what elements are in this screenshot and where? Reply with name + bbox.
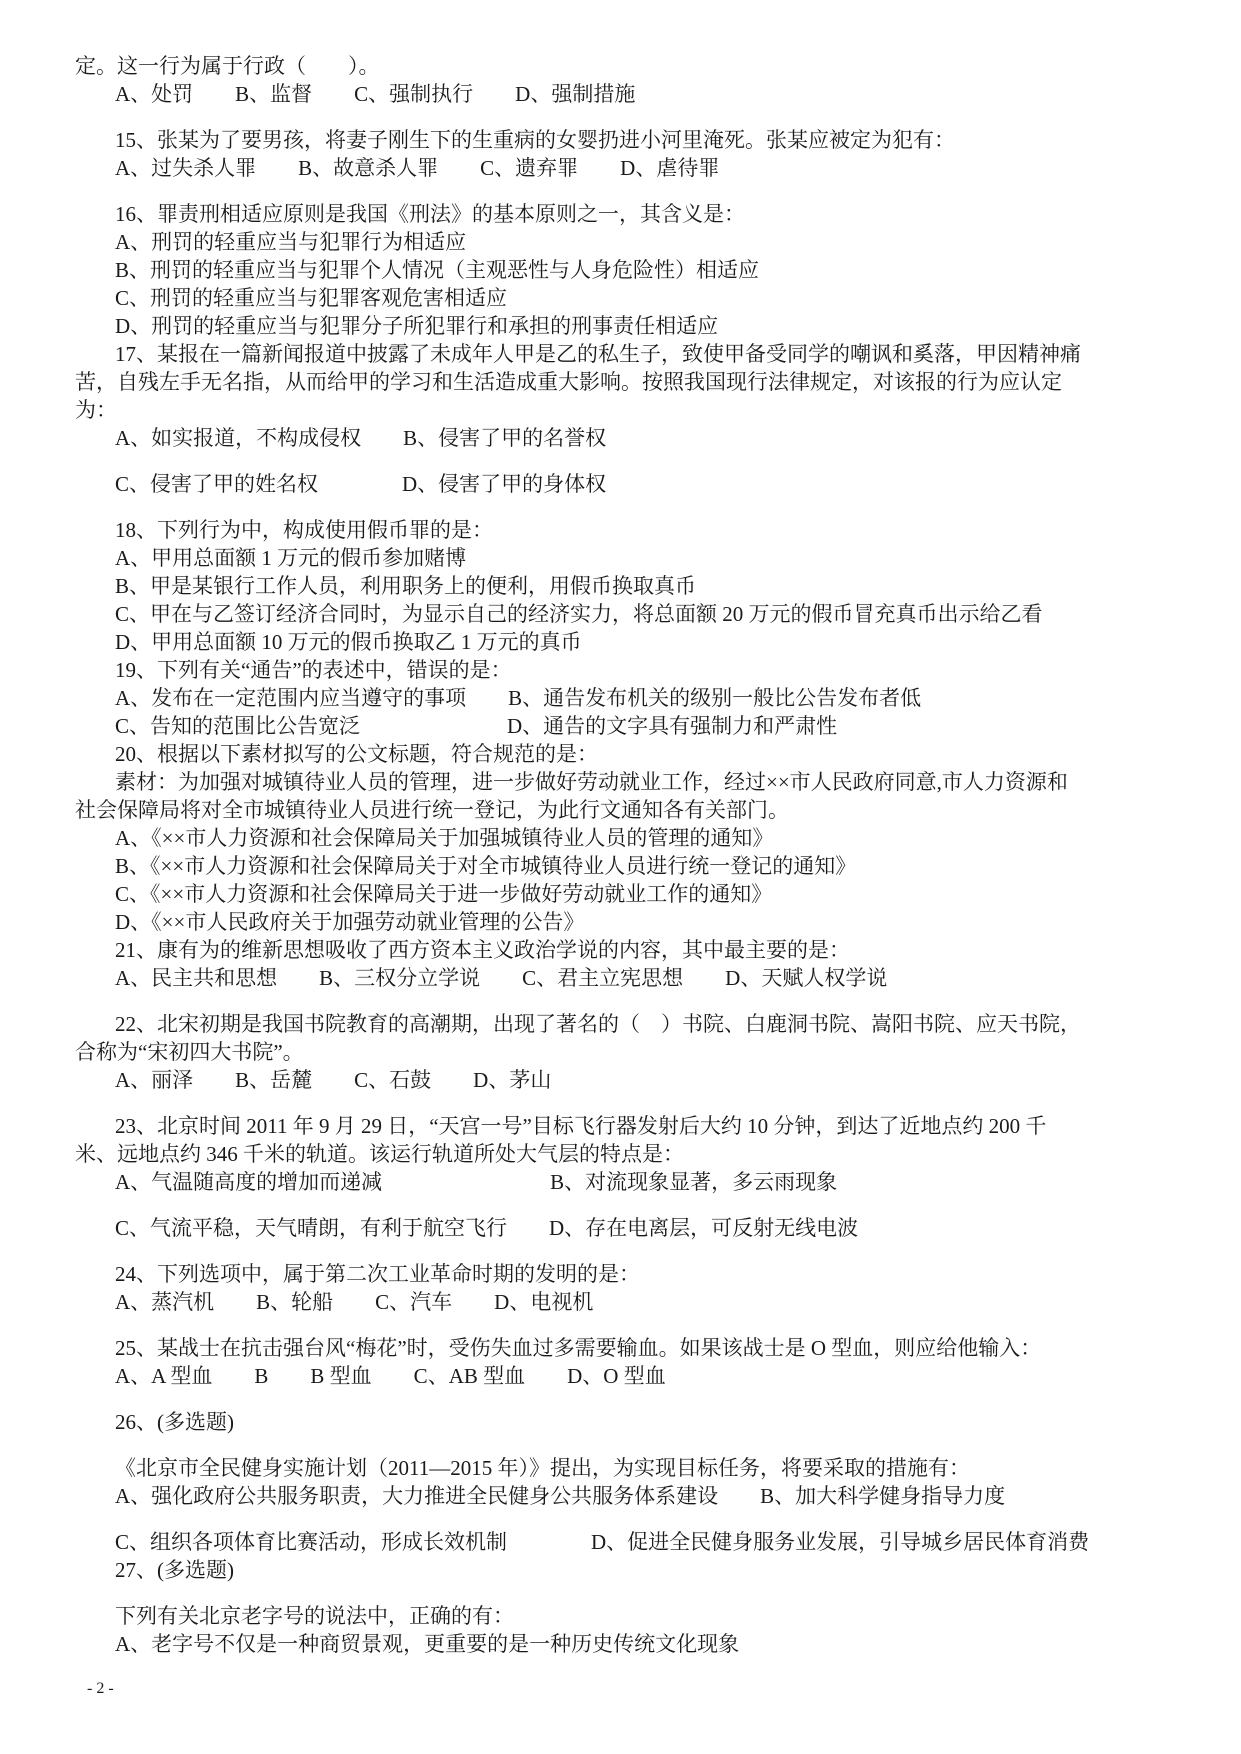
text-line: C、甲在与乙签订经济合同时，为显示自己的经济实力，将总面额 20 万元的假币冒充真币出示给乙看 [115, 602, 1043, 626]
blank-line [75, 1094, 1171, 1112]
text-line: 26、(多选题) [115, 1410, 234, 1434]
text-line: 18、下列行为中，构成使用假币罪的是： [115, 518, 493, 542]
text-line: A、处罚 B、监督 C、强制执行 D、强制措施 [115, 82, 636, 106]
text-line: C、《××市人力资源和社会保障局关于进一步做好劳动就业工作的通知》 [115, 882, 773, 906]
text-line: 定。这一行为属于行政（ ）。 [75, 54, 380, 78]
text-line: C、刑罚的轻重应当与犯罪客观危害相适应 [115, 286, 508, 310]
text-line: D、甲用总面额 10 万元的假币换取乙 1 万元的真币 [115, 630, 582, 654]
blank-line [75, 1436, 1171, 1454]
blank-line [75, 1196, 1171, 1214]
text-line: 27、(多选题) [115, 1558, 234, 1582]
text-line: A、蒸汽机 B、轮船 C、汽车 D、电视机 [115, 1290, 594, 1314]
text-line: 社会保障局将对全市城镇待业人员进行统一登记，为此行文通知各有关部门。 [75, 798, 789, 822]
text-line: C、气流平稳，天气晴朗，有利于航空飞行 D、存在电离层，可反射无线电波 [115, 1216, 859, 1240]
text-line: B、《××市人力资源和社会保障局关于对全市城镇待业人员进行统一登记的通知》 [115, 854, 857, 878]
text-line: 20、根据以下素材拟写的公文标题，符合规范的是： [115, 742, 598, 766]
blank-line [75, 1510, 1171, 1528]
text-line: 25、某战士在抗击强台风“梅花”时，受伤失血过多需要输血。如果该战士是 O 型血，则应给他输入： [115, 1336, 1042, 1360]
text-line: 16、罪责刑相适应原则是我国《刑法》的基本原则之一，其含义是： [115, 202, 745, 226]
blank-line [75, 182, 1171, 200]
text-line: C、组织各项体育比赛活动，形成长效机制 D、促进全民健身服务业发展，引导城乡居民体育消费 [115, 1530, 1090, 1554]
blank-line [75, 1316, 1171, 1334]
text-line: A、刑罚的轻重应当与犯罪行为相适应 [115, 230, 467, 254]
text-line: 素材：为加强对城镇待业人员的管理，进一步做好劳动就业工作，经过××市人民政府同意,市人力资源和 [115, 770, 1068, 794]
document-lines [75, 52, 1171, 1658]
text-line: A、发布在一定范围内应当遵守的事项 B、通告发布机关的级别一般比公告发布者低 [115, 686, 922, 710]
blank-line [75, 1390, 1171, 1408]
text-line: A、如实报道，不构成侵权 B、侵害了甲的名誉权 [115, 426, 607, 450]
text-line: A、强化政府公共服务职责，大力推进全民健身公共服务体系建设 B、加大科学健身指导力度 [115, 1484, 1006, 1508]
text-line: 米、远地点约 346 千米的轨道。该运行轨道所处大气层的特点是： [75, 1142, 684, 1166]
text-line: 17、某报在一篇新闻报道中披露了未成年人甲是乙的私生子，致使甲备受同学的嘲讽和奚落，甲因精神痛 [115, 342, 1081, 366]
blank-line [75, 108, 1171, 126]
text-line: A、甲用总面额 1 万元的假币参加赌博 [115, 546, 467, 570]
text-line: A、气温随高度的增加而递减 B、对流现象显著，多云雨现象 [115, 1170, 838, 1194]
text-line: A、《××市人力资源和社会保障局关于加强城镇待业人员的管理的通知》 [115, 826, 774, 850]
text-line: D、《××市人民政府关于加强劳动就业管理的公告》 [115, 910, 585, 934]
text-line: 24、下列选项中，属于第二次工业革命时期的发明的是： [115, 1262, 640, 1286]
text-line: 19、下列有关“通告”的表述中，错误的是： [115, 658, 512, 682]
blank-line [75, 1584, 1171, 1602]
text-line: 苦，自残左手无名指，从而给甲的学习和生活造成重大影响。按照我国现行法律规定，对该报的行为应认定 [75, 370, 1062, 394]
text-line: A、丽泽 B、岳麓 C、石鼓 D、茅山 [115, 1068, 552, 1092]
text-line: B、甲是某银行工作人员，利用职务上的便利，用假币换取真币 [115, 574, 697, 598]
blank-line [75, 498, 1171, 516]
text-line: B、刑罚的轻重应当与犯罪个人情况（主观恶性与人身危险性）相适应 [115, 258, 760, 282]
text-line: 《北京市全民健身实施计划（2011—2015 年）》提出，为实现目标任务，将要采取的措施有： [115, 1456, 970, 1480]
text-line: A、过失杀人罪 B、故意杀人罪 C、遗弃罪 D、虐待罪 [115, 156, 720, 180]
text-line: D、刑罚的轻重应当与犯罪分子所犯罪行和承担的刑事责任相适应 [115, 314, 719, 338]
text-line: 为： [75, 398, 117, 422]
text-line: C、告知的范围比公告宽泛 D、通告的文字具有强制力和严肃性 [115, 714, 838, 738]
text-line: A、民主共和思想 B、三权分立学说 C、君主立宪思想 D、天赋人权学说 [115, 966, 888, 990]
text-line: 下列有关北京老字号的说法中，正确的有： [115, 1604, 514, 1628]
text-line: 合称为“宋初四大书院”。 [75, 1040, 304, 1064]
blank-line [75, 1242, 1171, 1260]
text-line: A、老字号不仅是一种商贸景观，更重要的是一种历史传统文化现象 [115, 1632, 740, 1656]
text-line: C、侵害了甲的姓名权 D、侵害了甲的身体权 [115, 472, 607, 496]
page-number: - 2 - [87, 1680, 114, 1697]
text-line: A、A 型血 B B 型血 C、AB 型血 D、O 型血 [115, 1364, 666, 1388]
blank-line [75, 992, 1171, 1010]
text-line: 23、北京时间 2011 年 9 月 29 日，“天宫一号”目标飞行器发射后大约 10 分钟，到达了近地点约 200 千 [115, 1114, 1047, 1138]
text-line: 21、康有为的维新思想吸收了西方资本主义政治学说的内容，其中最主要的是： [115, 938, 850, 962]
blank-line [75, 452, 1171, 470]
text-line: 15、张某为了要男孩，将妻子刚生下的生重病的女婴扔进小河里淹死。张某应被定为犯有： [115, 128, 955, 152]
text-line: 22、北宋初期是我国书院教育的高潮期，出现了著名的（ ）书院、白鹿洞书院、嵩阳书院、应天书院， [115, 1012, 1081, 1036]
